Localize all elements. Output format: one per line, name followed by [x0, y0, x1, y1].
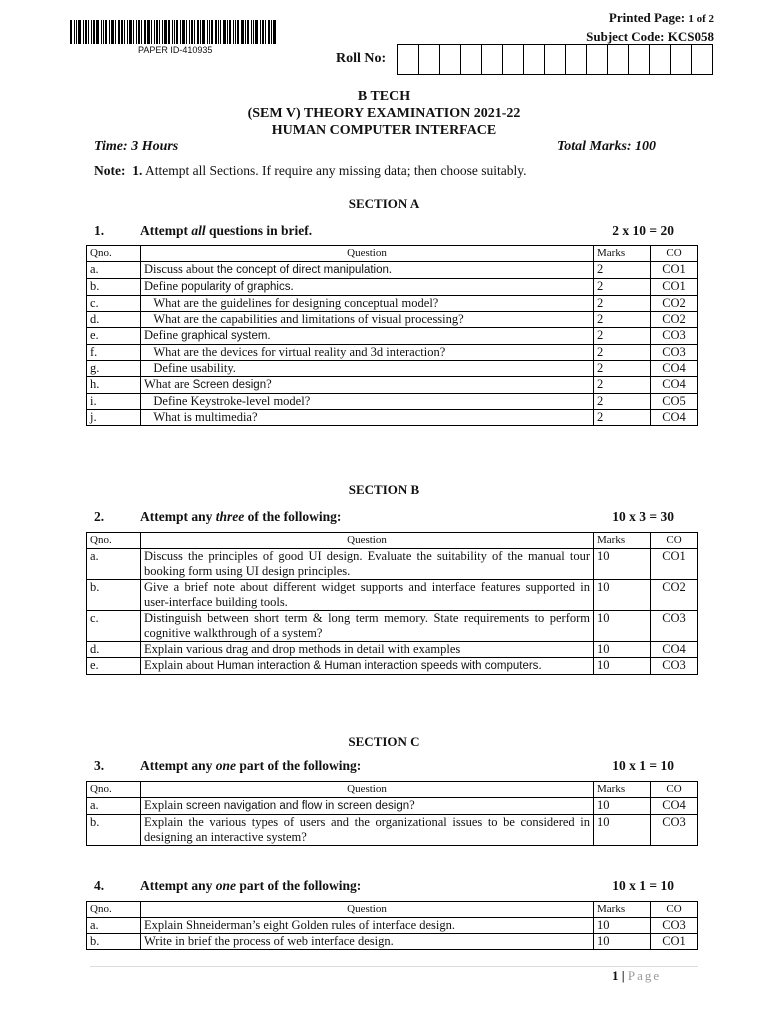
roll-no-box[interactable]	[524, 45, 545, 74]
question-text	[141, 549, 594, 580]
question-number: b.	[87, 580, 141, 611]
barcode-bar	[227, 20, 228, 44]
question-number: b.	[87, 279, 141, 296]
roll-no-box[interactable]	[419, 45, 440, 74]
barcode-bar	[121, 20, 123, 44]
course-outcome: CO3	[651, 611, 698, 642]
barcode-bar	[70, 20, 72, 44]
question-body: Explain the various types of users and the organizational issues to be considered in designing an interactive system?	[144, 815, 590, 844]
course-outcome: CO2	[651, 296, 698, 312]
question-body: Explain Shneiderman’s eight Golden rules of interface design.	[144, 918, 456, 932]
roll-no-box[interactable]	[566, 45, 587, 74]
question-marks: 2	[594, 262, 651, 279]
table-row	[87, 345, 698, 361]
barcode-bar	[200, 20, 201, 44]
question-body: What is multimedia?	[144, 410, 258, 424]
section-c-heading: SECTION C	[348, 734, 420, 749]
question-end: ?	[266, 377, 272, 391]
question-number: h.	[87, 377, 141, 394]
barcode-bar	[141, 20, 142, 44]
printed-info	[586, 9, 714, 45]
question-text	[141, 815, 594, 846]
question-topic: screen navigation and flow in screen design	[186, 800, 410, 812]
subject-title: HUMAN COMPUTER INTERFACE	[271, 123, 497, 138]
header-marks: Marks	[594, 782, 651, 798]
question-body: Define	[144, 328, 182, 342]
question-body: Define usability.	[144, 361, 236, 375]
question-text	[141, 345, 594, 361]
barcode-bar	[156, 20, 158, 44]
header-co: CO	[651, 533, 698, 549]
question-3-instruction: 3. Attempt any one part of the following: 10 x 1 = 10	[94, 758, 674, 773]
table-row	[87, 361, 698, 377]
exam-time: Time: 3 Hours	[94, 139, 179, 154]
barcode-bar	[96, 20, 99, 44]
question-marks: 2	[594, 312, 651, 328]
header-co: CO	[651, 902, 698, 918]
course-outcome: CO2	[651, 580, 698, 611]
question-end: .	[538, 658, 542, 672]
roll-no-box[interactable]	[608, 45, 629, 74]
question-marks: 2	[594, 410, 651, 426]
question-text	[141, 798, 594, 815]
course-outcome: CO1	[651, 934, 698, 950]
barcode-bar	[262, 20, 264, 44]
barcode-bar	[111, 20, 114, 44]
table-row	[87, 279, 698, 296]
barcode	[70, 20, 300, 44]
barcode-bar	[235, 20, 236, 44]
header-marks: Marks	[594, 902, 651, 918]
barcode-bar	[229, 20, 231, 44]
question-body: Explain	[144, 798, 187, 812]
question-text	[141, 934, 594, 950]
question-body: Define	[144, 279, 182, 293]
barcode-bar	[74, 20, 75, 44]
question-number: j.	[87, 410, 141, 426]
question-number: f.	[87, 345, 141, 361]
barcode-bar	[144, 20, 146, 44]
barcode-bar	[241, 20, 244, 44]
barcode-bar	[209, 20, 210, 44]
barcode-bar	[91, 20, 92, 44]
question-body: Discuss about	[144, 262, 217, 276]
header-marks: Marks	[594, 246, 651, 262]
roll-no-box[interactable]	[545, 45, 566, 74]
question-text	[141, 279, 594, 296]
question-number: a.	[87, 549, 141, 580]
question-marks: 2	[594, 361, 651, 377]
roll-no-box[interactable]	[503, 45, 524, 74]
course-outcome: CO3	[651, 918, 698, 934]
question-end: .	[388, 262, 393, 276]
question-2-instruction: 2. Attempt any three of the following: 10 x 3 = 30	[94, 509, 674, 524]
barcode-bar	[189, 20, 190, 44]
barcode-bar	[251, 20, 252, 44]
barcode-bar	[176, 20, 178, 44]
table-row	[87, 410, 698, 426]
barcode-bar	[218, 20, 219, 44]
barcode-bar	[129, 20, 132, 44]
barcode-bar	[85, 20, 87, 44]
header-question: Question	[141, 902, 594, 918]
question-marks: 10	[594, 642, 651, 658]
barcode-bar	[168, 20, 170, 44]
barcode-bar	[186, 20, 187, 44]
barcode-bar	[76, 20, 77, 44]
barcode-bar	[151, 20, 152, 44]
barcode-bar	[118, 20, 120, 44]
header-question: Question	[141, 246, 594, 262]
barcode-bar	[220, 20, 221, 44]
barcode-bar	[265, 20, 266, 44]
table-row	[87, 918, 698, 934]
table-row	[87, 377, 698, 394]
table-header-row	[87, 246, 698, 262]
question-number: a.	[87, 262, 141, 279]
question-number: c.	[87, 296, 141, 312]
table-row	[87, 580, 698, 611]
question-number: b.	[87, 815, 141, 846]
table-row	[87, 394, 698, 410]
question-body: Give a brief note about different widget supports and interface features supported in user-interface building tools.	[144, 580, 590, 609]
barcode-bar	[271, 20, 272, 44]
question-number: e.	[87, 658, 141, 675]
header-qno: Qno.	[87, 533, 141, 549]
section-d-table	[86, 901, 698, 950]
barcode-bar	[103, 20, 104, 44]
question-marks: 10	[594, 815, 651, 846]
barcode-bar	[109, 20, 110, 44]
page-footer: 1 | Page	[612, 968, 662, 983]
question-text	[141, 658, 594, 675]
table-header-row	[87, 782, 698, 798]
question-marks: 2	[594, 296, 651, 312]
barcode-bar	[154, 20, 155, 44]
table-row	[87, 611, 698, 642]
question-text	[141, 312, 594, 328]
question-number: a.	[87, 918, 141, 934]
course-outcome: CO2	[651, 312, 698, 328]
section-a-heading: SECTION A	[348, 196, 420, 211]
question-text	[141, 361, 594, 377]
barcode-bar	[83, 20, 84, 44]
question-body: Discuss the principles of good UI design. Evaluate the suitability of the manual tour booking form using UI design principles.	[144, 549, 590, 578]
section-a-table	[86, 245, 698, 426]
header-qno: Qno.	[87, 782, 141, 798]
course-outcome: CO3	[651, 658, 698, 675]
question-body: Explain about	[144, 658, 217, 672]
table-row	[87, 642, 698, 658]
table-row	[87, 815, 698, 846]
course-outcome: CO3	[651, 328, 698, 345]
question-body: What are the capabilities and limitations of visual processing?	[144, 312, 464, 326]
barcode-bar	[237, 20, 239, 44]
section-b-heading: SECTION B	[348, 482, 420, 497]
course-outcome: CO3	[651, 815, 698, 846]
barcode-bar	[124, 20, 125, 44]
question-text	[141, 262, 594, 279]
question-number: c.	[87, 611, 141, 642]
barcode-bar	[182, 20, 185, 44]
roll-no-box[interactable]	[629, 45, 650, 74]
printed-page: Printed Page: 1 of 2	[608, 10, 714, 25]
question-marks: 2	[594, 328, 651, 345]
barcode-bar	[93, 20, 95, 44]
question-body: Define Keystroke-level model?	[144, 394, 311, 408]
barcode-bar	[115, 20, 116, 44]
question-body: Explain various drag and drop methods in detail with examples	[144, 642, 461, 656]
roll-no-box[interactable]	[650, 45, 671, 74]
question-body: What are	[144, 377, 193, 391]
question-topic: Human interaction & Human interaction speeds with computers	[216, 660, 539, 672]
course-outcome: CO4	[651, 798, 698, 815]
barcode-bar	[136, 20, 137, 44]
barcode-bar	[162, 20, 163, 44]
barcode-bar	[88, 20, 89, 44]
question-marks: 10	[594, 918, 651, 934]
question-text	[141, 642, 594, 658]
barcode-bar	[191, 20, 193, 44]
barcode-bar	[197, 20, 199, 44]
question-number: g.	[87, 361, 141, 377]
roll-no-box[interactable]	[671, 45, 692, 74]
question-body: What are the devices for virtual reality and 3d interaction?	[144, 345, 446, 359]
question-text	[141, 394, 594, 410]
question-topic: Screen design	[192, 379, 267, 391]
barcode-bar	[147, 20, 150, 44]
subject-code: Subject Code: KCS058	[586, 29, 714, 44]
table-row	[87, 262, 698, 279]
course-outcome: CO1	[651, 549, 698, 580]
roll-no-grid[interactable]	[397, 44, 713, 75]
question-marks: 10	[594, 611, 651, 642]
course-outcome: CO5	[651, 394, 698, 410]
question-text	[141, 328, 594, 345]
question-1-instruction: 1. Attempt all questions in brief. 2 x 10 = 20	[94, 223, 674, 238]
roll-no-box[interactable]	[587, 45, 608, 74]
question-4-instruction: 4. Attempt any one part of the following: 10 x 1 = 10	[94, 878, 674, 893]
barcode-bar	[127, 20, 128, 44]
course-outcome: CO3	[651, 345, 698, 361]
question-marks: 2	[594, 394, 651, 410]
barcode-bar	[245, 20, 246, 44]
header-qno: Qno.	[87, 902, 141, 918]
header-question: Question	[141, 782, 594, 798]
barcode-bar	[164, 20, 167, 44]
degree-title: B TECH	[357, 89, 411, 104]
barcode-bar	[215, 20, 217, 44]
course-outcome: CO4	[651, 410, 698, 426]
roll-no-box[interactable]	[440, 45, 461, 74]
question-topic: popularity of graphics	[181, 281, 291, 293]
question-text	[141, 410, 594, 426]
roll-no-box[interactable]	[482, 45, 503, 74]
barcode-bar	[133, 20, 134, 44]
question-number: i.	[87, 394, 141, 410]
section-b-table	[86, 532, 698, 675]
question-topic: the concept of direct manipulation	[216, 264, 389, 276]
question-end: ?	[409, 798, 415, 812]
course-outcome: CO4	[651, 377, 698, 394]
table-row	[87, 549, 698, 580]
course-outcome: CO4	[651, 642, 698, 658]
table-row	[87, 312, 698, 328]
question-number: d.	[87, 642, 141, 658]
roll-no-box[interactable]	[398, 45, 419, 74]
header-question: Question	[141, 533, 594, 549]
question-body: Write in brief the process of web interface design.	[144, 934, 394, 948]
paper-id: PAPER ID-410935	[138, 45, 213, 55]
course-outcome: CO4	[651, 361, 698, 377]
barcode-bar	[194, 20, 195, 44]
barcode-bar	[268, 20, 270, 44]
question-text	[141, 918, 594, 934]
question-marks: 10	[594, 798, 651, 815]
course-outcome: CO1	[651, 262, 698, 279]
total-marks: Total Marks: 100	[557, 139, 657, 154]
roll-no-box[interactable]	[692, 45, 712, 74]
header-qno: Qno.	[87, 246, 141, 262]
barcode-bar	[260, 20, 261, 44]
question-marks: 10	[594, 934, 651, 950]
barcode-bar	[78, 20, 81, 44]
question-marks: 2	[594, 345, 651, 361]
table-header-row	[87, 533, 698, 549]
question-end: .	[290, 279, 294, 293]
exam-title: (SEM V) THEORY EXAMINATION 2021-22	[247, 106, 521, 121]
question-text	[141, 580, 594, 611]
footer-divider	[90, 966, 698, 967]
question-topic: graphical system.	[181, 330, 271, 342]
barcode-bar	[180, 20, 181, 44]
barcode-bar	[207, 20, 208, 44]
barcode-bar	[223, 20, 226, 44]
question-body: What are the guidelines for designing conceptual model?	[144, 296, 439, 310]
table-row	[87, 328, 698, 345]
barcode-bar	[172, 20, 173, 44]
barcode-bar	[273, 20, 276, 44]
roll-no-box[interactable]	[461, 45, 482, 74]
question-marks: 2	[594, 279, 651, 296]
question-text	[141, 377, 594, 394]
question-marks: 10	[594, 658, 651, 675]
question-number: a.	[87, 798, 141, 815]
barcode-bar	[159, 20, 160, 44]
barcode-bar	[247, 20, 249, 44]
barcode-bar	[101, 20, 102, 44]
barcode-bar	[105, 20, 107, 44]
header-co: CO	[651, 782, 698, 798]
barcode-bar	[211, 20, 213, 44]
table-row	[87, 798, 698, 815]
question-marks: 2	[594, 377, 651, 394]
question-body: Distinguish between short term & long term memory. State requirements to perform cognitive walkthrough of a system?	[144, 611, 590, 640]
question-number: d.	[87, 312, 141, 328]
barcode-bar	[202, 20, 205, 44]
question-text	[141, 611, 594, 642]
table-row	[87, 296, 698, 312]
barcode-bar	[253, 20, 254, 44]
roll-no-label: Roll No:	[336, 51, 387, 66]
question-number: e.	[87, 328, 141, 345]
header-marks: Marks	[594, 533, 651, 549]
barcode-bar	[138, 20, 140, 44]
note: Note: 1. Attempt all Sections. If require any missing data; then choose suitably.	[94, 163, 527, 178]
table-header-row	[87, 902, 698, 918]
course-outcome: CO1	[651, 279, 698, 296]
question-marks: 10	[594, 549, 651, 580]
section-c-table	[86, 781, 698, 846]
question-marks: 10	[594, 580, 651, 611]
question-text	[141, 296, 594, 312]
header-co: CO	[651, 246, 698, 262]
barcode-bar	[174, 20, 175, 44]
table-row	[87, 658, 698, 675]
barcode-bar	[255, 20, 258, 44]
table-row	[87, 934, 698, 950]
barcode-bar	[233, 20, 234, 44]
question-number: b.	[87, 934, 141, 950]
